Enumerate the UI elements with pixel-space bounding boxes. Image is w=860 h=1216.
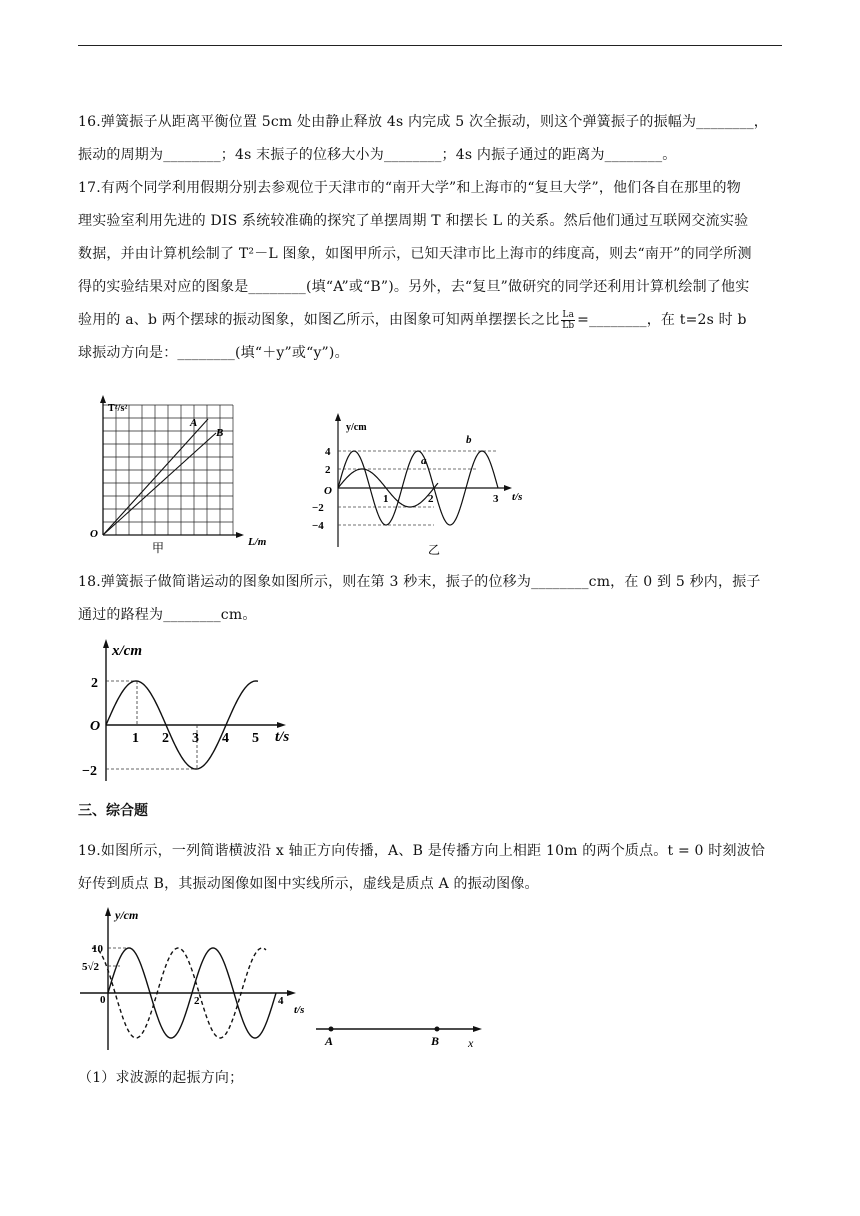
fig19-point-b-label: B [431, 1034, 440, 1048]
fig18-xtick-3: 3 [192, 731, 199, 746]
yi-ytick-neg2: −2 [312, 502, 324, 514]
q19-line2: 好传到质点 B，其振动图像如图中实线所示，虚线是质点 A 的振动图像。 [78, 876, 539, 892]
fig18-xtick-1: 1 [132, 731, 139, 746]
length-ratio-fraction: $\frac{La}{Lb}$ [562, 309, 575, 331]
yi-origin: O [324, 485, 332, 497]
question-16 [78, 106, 784, 172]
yi-caption: 乙 [428, 543, 441, 557]
q19-sub1: （1）求波源的起振方向； [78, 1070, 244, 1086]
fig19-xlabel: t/s [294, 1004, 305, 1016]
fig19-ylabel: y/cm [115, 908, 139, 922]
yi-xtick-1: 1 [383, 493, 389, 505]
q19-line1: 19.如图所示，一列简谐横波沿 x 轴正方向传播，A、B 是传播方向上相距 10m 的两个质点。t = 0 时刻波恰 [78, 843, 766, 859]
q17-line6: 球振动方向是：________(填“＋y”或“y”)。 [78, 345, 349, 361]
fig18-ytick-2: 2 [91, 676, 98, 691]
yi-ytick-neg4: −4 [312, 520, 324, 532]
q17-line4: 得的实验结果对应的图象是________(填“A”或“B”)。另外，去“复旦”做研究的同学还利用计算机绘制了他实 [78, 279, 750, 295]
figure-jia [86, 395, 281, 555]
yi-curve-a-label: a [421, 455, 427, 467]
q17-line5: 验用的 a、b 两个摆球的振动图象，如图乙所示，由图象可知两单摆摆长之比 $\frac{La}{Lb}$ =________，在 t=2s 时 b [78, 309, 747, 331]
yi-ytick-4: 4 [325, 446, 331, 458]
header-rule [78, 45, 782, 46]
point-b [435, 1027, 440, 1032]
fig18-xtick-4: 4 [222, 731, 229, 746]
fig19-origin: 0 [100, 994, 106, 1006]
q17-line3: 数据，并由计算机绘制了 T²－L 图象，如图甲所示，已知天津市比上海市的纬度高，则去“南开”的同学所测 [78, 246, 752, 262]
fig19-xtick-2: 2 [194, 995, 200, 1007]
point-a [329, 1027, 334, 1032]
yi-ylabel: y/cm [346, 422, 367, 433]
fig18-xtick-2: 2 [162, 731, 169, 746]
q16-line2: 振动的周期为________；4s 末振子的位移大小为________；4s 内振子通过的距离为________。 [78, 147, 677, 163]
q18-line1: 18.弹簧振子做简谐运动的图象如图所示，则在第 3 秒末，振子的位移为________cm，在 0 到 5 秒内，振子 [78, 574, 761, 590]
question-19-part-1 [78, 1062, 784, 1095]
yi-xlabel: t/s [512, 491, 523, 503]
question-18 [78, 566, 784, 632]
jia-line-a-label: A [190, 417, 198, 429]
fig19-ytick-5root2: 5√2 [82, 961, 100, 973]
q17-line2: 理实验室利用先进的 DIS 系统较准确的探究了单摆周期 T 和摆长 L 的关系。然后他们通过互联网交流实验 [78, 213, 749, 229]
fig18-ylabel: x/cm [112, 643, 142, 659]
section-heading: 三、综合题 [78, 803, 148, 819]
fig19-xtick-4: 4 [278, 995, 284, 1007]
fig19-axis-label: x [468, 1036, 474, 1050]
question-19 [78, 835, 784, 901]
jia-xlabel: L/m [248, 536, 267, 548]
jia-caption: 甲 [152, 541, 165, 555]
jia-origin: O [90, 528, 98, 540]
figure-18 [82, 637, 312, 785]
jia-line-b-label: B [216, 427, 224, 439]
fig18-xlabel: t/s [275, 729, 290, 745]
jia-ylabel: T²/s² [108, 403, 128, 414]
fig19-ytick-10: 10 [92, 943, 103, 955]
fig18-origin: O [90, 719, 101, 734]
figure-yi [308, 412, 538, 557]
yi-xtick-2: 2 [428, 493, 434, 505]
q17-line1: 17.有两个同学利用假期分别去参观位于天津市的“南开大学”和上海市的“复旦大学”，他们各自在那里的物 [78, 180, 741, 196]
fig19-point-a-label: A [325, 1034, 334, 1048]
question-17 [78, 172, 784, 370]
q16-line1: 16.弹簧振子从距离平衡位置 5cm 处由静止释放 4s 内完成 5 次全振动，则这个弹簧振子的振幅为________， [78, 114, 768, 130]
q18-line2: 通过的路程为________cm。 [78, 607, 257, 623]
yi-ytick-2: 2 [325, 464, 331, 476]
fig18-xtick-5: 5 [252, 731, 259, 746]
figure-19 [80, 905, 490, 1055]
yi-curve-b-label: b [466, 434, 472, 446]
fig18-ytick-neg2: −2 [82, 764, 97, 779]
yi-xtick-3: 3 [493, 493, 499, 505]
